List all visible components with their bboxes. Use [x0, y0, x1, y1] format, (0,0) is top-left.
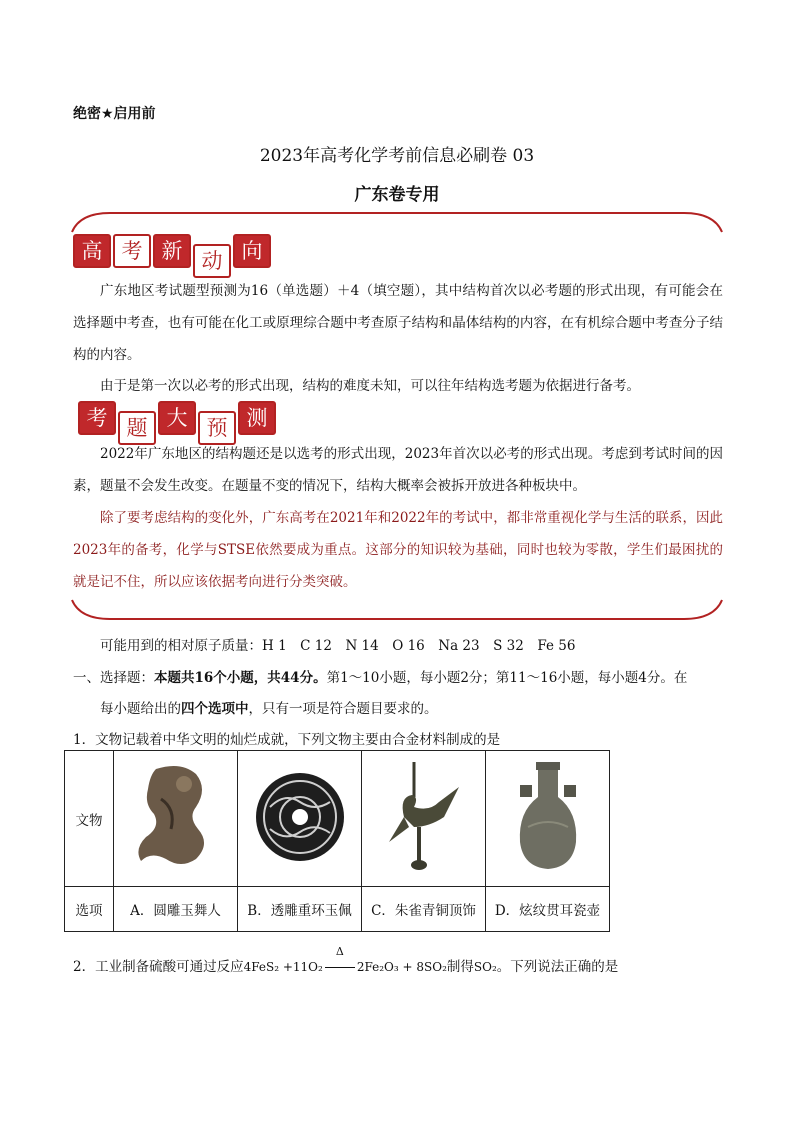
- q2-mid: 制得: [446, 959, 474, 975]
- porcelain-vase-icon: [498, 757, 598, 877]
- banner-char: 题: [118, 411, 156, 445]
- instructions-emphasis: 四个选项中: [181, 701, 249, 717]
- jade-pendant-icon: [250, 767, 350, 867]
- banner-char: 动: [193, 244, 231, 278]
- option-b: B．透雕重环玉佩: [238, 887, 362, 932]
- instructions-line-1: [73, 666, 733, 686]
- page-subtitle: 广东卷专用: [354, 185, 440, 205]
- banner-char: 大: [158, 401, 196, 435]
- row-head-relic: 文物: [65, 751, 114, 887]
- section1-paragraph-2: 由于是第一次以必考的形式出现，结构的难度未知，可以往年结构选考题为依据进行备考。: [100, 378, 640, 394]
- banner-new-trends: [73, 234, 273, 278]
- relics-table: [64, 750, 610, 932]
- instructions-part: ，只有一项是符合题目要求的。: [248, 701, 438, 717]
- instructions-prefix: 一、选择题：: [73, 670, 154, 686]
- secret-label: 绝密★启用前: [73, 106, 156, 122]
- instructions-part: 每小题给出的: [100, 701, 181, 717]
- banner-char: 考: [113, 234, 151, 268]
- option-c: C．朱雀青铜顶饰: [362, 887, 486, 932]
- page-title: 2023年高考化学考前信息必刷卷 03: [259, 146, 535, 166]
- jade-dancer-icon: [126, 759, 226, 874]
- section2-paragraph-1: 2022年广东地区的结构题还是以选考的形式出现，2023年首次以必考的形式出现。考虑到考试时间的因素，题量不会发生改变。在题量不变的情况下，结构大概率会被拆开放进各种板块中。: [73, 446, 723, 494]
- q2-reactants: 4FeS₂ +11O₂: [243, 960, 323, 974]
- option-a: A．圆雕玉舞人: [114, 887, 238, 932]
- row-head-option: 选项: [65, 887, 114, 932]
- q2-suffix: 。下列说法正确的是: [496, 959, 619, 975]
- banner-char: 预: [198, 411, 236, 445]
- section1-paragraph-1: 广东地区考试题型预测为16（单选题）＋4（填空题），其中结构首次以必考题的形式出现，有可能会在选择题中考查，也有可能在化工或原理综合题中考查原子结构和晶体结构的内容，在有机综合题中考查分子结构的内容。: [73, 283, 723, 363]
- bronze-bird-icon: [374, 757, 474, 877]
- question-2: [73, 945, 733, 975]
- instructions-rest: 第1～10小题，每小题2分；第11～16小题，每小题4分。在: [326, 670, 688, 686]
- q2-products: 2Fe₂O₃ + 8SO₂: [356, 960, 447, 974]
- q2-prefix: 2．工业制备硫酸可通过反应: [73, 959, 244, 975]
- banner-char: 测: [238, 401, 276, 435]
- relic-image-a: [114, 751, 238, 887]
- top-divider-arc: [70, 210, 724, 234]
- relic-image-d: [486, 751, 610, 887]
- banner-char: 向: [233, 234, 271, 268]
- reaction-condition: Δ: [335, 945, 344, 958]
- question-1: 1．文物记载着中华文明的灿烂成就，下列文物主要由合金材料制成的是: [73, 732, 501, 748]
- relic-image-b: [238, 751, 362, 887]
- atomic-masses: 可能用到的相对原子质量：H 1 C 12 N 14 O 16 Na 23 S 32 Fe 56: [100, 638, 576, 654]
- banner-char: 高: [73, 234, 111, 268]
- bottom-divider-arc: [70, 598, 724, 622]
- banner-char: 新: [153, 234, 191, 268]
- relic-image-c: [362, 751, 486, 887]
- q2-target: SO₂: [473, 960, 497, 974]
- option-d: D．炫纹贯耳瓷壶: [486, 887, 610, 932]
- instructions-line-2: [100, 697, 760, 717]
- instructions-bold: 本题共16个小题，共44分。: [154, 670, 327, 686]
- section2-highlight: 除了要考虑结构的变化外，广东高考在2021年和2022年的考试中，都非常重视化学与生活的联系，因此2023年的备考，化学与STSE依然要成为重点。这部分的知识较为基础，同时也较为零散，学生们最困扰的就是记不住，所以应该依据考向进行分类突破。: [73, 510, 723, 590]
- banner-char: 考: [78, 401, 116, 435]
- reaction-arrow: [323, 945, 357, 975]
